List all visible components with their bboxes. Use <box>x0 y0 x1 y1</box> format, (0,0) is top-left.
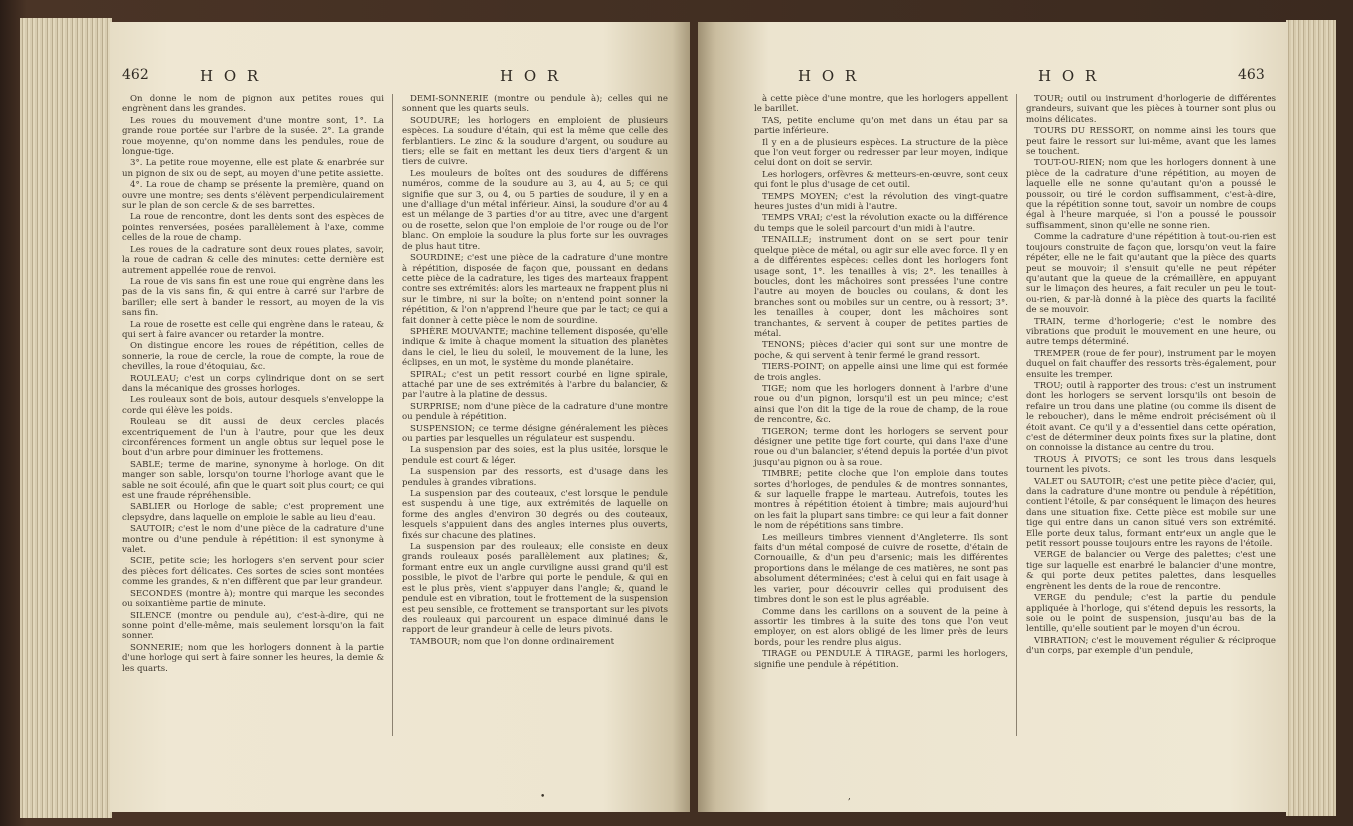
decorative-dot: • <box>540 792 546 802</box>
entry-paragraph: On distingue encore les roues de répétition, celles de sonnerie, la roue de cercle, la roue de compte, la roue de chevilles, la roue d'étoquiau, &c. <box>122 341 384 373</box>
page-number: 463 <box>1238 67 1265 83</box>
entry-paragraph: SCIE, petite scie; les horlogers s'en servent pour scier des pièces fort délicates. Ces sortes de scies sont montées comme les grandes, & n'en diffèrent que par leur grandeur. <box>122 556 384 588</box>
entry-paragraph: TENONS; pièces d'acier qui sont sur une montre de poche, & qui servent à tenir fermé le grand ressort. <box>754 340 1008 361</box>
entry-paragraph: La suspension par des rouleaux; elle consiste en deux grands rouleaux posés parallèlement aux platines; &, formant entre eux un angle curviligne aussi grand qu'il est possible, le pivot de l'arbre qui porte le pendule, & qui en est le plus près, vient s'appuyer dans l'angle; &, quand le pendule est en vibration, tout le frottement de la suspension est peu sensible, ce frottement se transportant sur les pivots des rouleaux qui parcourent un espace diminué dans le rapport de leur grandeur à celle de leurs pivots. <box>402 542 668 636</box>
entry-paragraph: Les horlogers, orfèvres & metteurs-en-œuvre, sont ceux qui font le plus d'usage de cet outil. <box>754 169 1008 191</box>
text-column-left <box>122 94 384 675</box>
entry-paragraph: SECONDES (montre à); montre qui marque les secondes ou soixantième partie de minute. <box>122 588 384 610</box>
entry-paragraph: SUSPENSION; ce terme désigne généralement les pièces ou parties par lesquelles un régulateur est suspendu. <box>402 423 668 444</box>
entry-paragraph: à cette pièce d'une montre, que les horlogers appellent le barillet. <box>754 94 1008 115</box>
entry-paragraph: La suspension par des couteaux, c'est lorsque le pendule est suspendu à une tige, aux extrémités de laquelle on forme des angles d'environ 30 degrés ou des couteaux, lesquels s'appuient dans des angles internes plus ouverts, fixés sur chacune des platines. <box>402 489 668 541</box>
entry-paragraph: La roue de rosette est celle qui engrène dans le rateau, & qui sert à faire avancer ou retarder la montre. <box>122 319 384 340</box>
column-rule <box>392 94 393 736</box>
entry-paragraph: SABLE; terme de marine, synonyme à horloge. On dit manger son sable, lorsqu'on tourne l'horloge avant que le sable ne soit écoulé, afin que le quart soit plus court; ce qui est une fraude répréhensible. <box>122 459 384 502</box>
entry-paragraph: VERGE du pendule; c'est la partie du pendule appliquée à l'horloge, qui s'étend depuis les ressorts, la soie ou le point de suspension, jusqu'au bas de la lentille, qu'elle soutient par le moyen d'un écrou. <box>1026 593 1276 635</box>
entry-paragraph: SOUDURE; les horlogers en emploient de plusieurs espèces. La soudure d'étain, qui est la même que celle des ferblantiers. Le zinc & la soudure d'argent, ou soudure au tiers; elle se fait en mettant les deux tiers d'argent & un tiers de cuivre. <box>402 115 668 168</box>
entry-paragraph: Rouleau se dit aussi de deux cercles placés excentriquement de l'un à l'autre, pour que les deux circonférences forment un angle obtus sur lequel pose le bout d'un arbre pour diminuer les frottemens. <box>122 417 384 459</box>
entry-paragraph: SPHÈRE MOUVANTE; machine tellement disposée, qu'elle indique & imite à chaque moment la situation des planètes dans le ciel, le lieu du soleil, le mouvement de la lune, les éclipses, en un mot, le système du monde planétaire. <box>402 326 668 369</box>
right-page <box>698 22 1288 812</box>
entry-paragraph: ROULEAU; c'est un corps cylindrique dont on se sert dans la mécanique des grosses horloges. <box>122 373 384 394</box>
entry-paragraph: SURPRISE; nom d'une pièce de la cadrature d'une montre ou pendule à répétition. <box>402 401 668 423</box>
entry-paragraph: TIRAGE ou PENDULE À TIRAGE, parmi les horlogers, signifie une pendule à répétition. <box>754 649 1008 670</box>
entry-paragraph: TAS, petite enclume qu'on met dans un étau par sa partie inférieure. <box>754 115 1008 137</box>
running-header: H O R <box>200 67 262 85</box>
text-column-right <box>402 94 668 648</box>
entry-paragraph: Les meilleurs timbres viennent d'Angleterre. Ils sont faits d'un métal composé de cuivre de rosette, d'étain de Cornouaille, & d'un peu d'arsenic; mais les différentes proportions dans le mélange de ces matières, ne sont pas absolument déterminées; c'est à celui qui en fait usage à les varier, pour découvrir celles qui produisent des timbres dont le son est le plus agréable. <box>754 532 1008 606</box>
entry-paragraph: La suspension par des ressorts, est d'usage dans les pendules à grandes vibrations. <box>402 467 668 488</box>
running-header: H O R <box>500 67 562 85</box>
decorative-mark: , <box>848 792 851 802</box>
entry-paragraph: TEMPS MOYEN; c'est la révolution des vingt-quatre heures justes d'un midi à l'autre. <box>754 191 1008 213</box>
entry-paragraph: TROUS À PIVOTS; ce sont les trous dans lesquels tournent les pivots. <box>1026 454 1276 476</box>
entry-paragraph: SILENCE (montre ou pendule au), c'est-à-dire, qui ne sonne point d'elle-même, mais seulement lorsqu'on la fait sonner. <box>122 610 384 642</box>
entry-paragraph: TIMBRE; petite cloche que l'on emploie dans toutes sortes d'horloges, de pendules & de montres sonnantes, & sur laquelle frappe le marteau. Autrefois, toutes les montres à répétition étoient à timbre; mais aujourd'hui on les fait la plupart sans timbre: ce qui leur a fait donner le nom de répétitions sans timbre. <box>754 469 1008 532</box>
column-rule <box>1016 94 1017 736</box>
entry-paragraph: Il y en a de plusieurs espèces. La structure de la pièce que l'on veut forger ou redresser par leur moyen, indique celui dont on doit se servir. <box>754 137 1008 169</box>
running-header: H O R <box>798 67 860 85</box>
entry-paragraph: TOURS DU RESSORT, on nomme ainsi les tours que peut faire le ressort sur lui-même, avant que les lames se touchent. <box>1026 126 1276 158</box>
entry-paragraph: SPIRAL; c'est un petit ressort courbé en ligne spirale, attaché par une de ses extrémités à l'arbre du balancier, & par l'autre à la platine de dessus. <box>402 369 668 401</box>
entry-paragraph: VIBRATION; c'est le mouvement régulier & réciproque d'un corps, par exemple d'un pendule, <box>1026 635 1276 657</box>
entry-paragraph: Les roues du mouvement d'une montre sont, 1°. La grande roue portée sur l'arbre de la susée. 2°. La grande roue moyenne, qu'on nomme dans les pendules, roue de longue-tige. <box>122 115 384 158</box>
entry-paragraph: TIGE; nom que les horlogers donnent à l'arbre d'une roue ou d'un pignon, lorsqu'il est un peu mince; c'est ainsi que l'on dit la tige de la roue de champ, de la roue de rencontre, &c. <box>754 383 1008 426</box>
entry-paragraph: La roue de rencontre, dont les dents sont des espèces de pointes renversées, posées parallèlement à l'axe, comme celles de la roue de champ. <box>122 212 384 244</box>
entry-paragraph: TIGERON; terme dont les horlogers se servent pour désigner une petite tige fort courte, qui dans l'axe d'une roue ou d'un balancier, s'étend depuis la portée d'un pivot jusqu'au pignon ou à sa roue. <box>754 426 1008 468</box>
entry-paragraph: TENAILLE; instrument dont on se sert pour tenir quelque pièce de métal, ou agir sur elle avec force. Il y en a de différentes espèces: celles dont les horlogers font usage sont, 1°. les tenailles à vis; 2°. les tenailles à boucles, dont les mâchoires sont pressées l'une contre l'autre au moyen de boucles ou coulans, & dont les branches sont ou mobiles sur un centre, ou à ressort; 3°. les tenailles à couper, dont les mâchoires sont tranchantes, & servent à couper de petites parties de métal. <box>754 235 1008 339</box>
entry-paragraph: Comme la cadrature d'une répétition à tout-ou-rien est toujours construite de façon que, lorsqu'on veut la faire répéter, elle ne le fait qu'autant que la pièce des quarts peut se mouvoir; il s'ensuit qu'elle ne peut répéter qu'autant que la queue de la crémaillère, en appuyant sur le limaçon des heures, a fait reculer un peu le tout-ou-rien, & par-là donné à la pièce des quarts la facilité de se mouvoir. <box>1026 232 1276 316</box>
left-page <box>110 22 690 812</box>
entry-paragraph: TAMBOUR; nom que l'on donne ordinairement <box>410 636 615 647</box>
entry-paragraph: SAUTOIR; c'est le nom d'une pièce de la cadrature d'une montre ou d'une pendule à répétition: il est synonyme à valet. <box>122 524 384 556</box>
entry-paragraph: Les roues de la cadrature sont deux roues plates, savoir, la roue de cadran & celle des minutes: cette dernière est autrement appellée roue de renvoi. <box>122 244 384 276</box>
entry-paragraph: 3°. La petite roue moyenne, elle est plate & enarbrée sur un pignon de six ou de sept, au moyen d'une petite assiette. <box>122 158 384 179</box>
entry-paragraph: DEMI-SONNERIE (montre ou pendule à); celles qui ne sonnent que les quarts seuls. <box>402 94 668 115</box>
entry-paragraph: Les mouleurs de boîtes ont des soudures de différens numéros, comme de la soudure au 3, au 4, au 5; ce qui signifie que sur 3, ou 4, ou 5 parties de soudure, il y en a une d'alliage d'un métal inférieur. Ainsi, la soudure d'or au 4 est un mélange de 3 parties d'or au titre, avec une d'argent ou de rosette, selon que l'on emploie de l'or rouge ou de l'or blanc. On emploie la soudure la plus forte sur les ouvrages de plus haut titre. <box>402 168 668 252</box>
entry-paragraph: TEMPS VRAI; c'est la révolution exacte ou la différence du temps que le soleil parcourt d'un midi à l'autre. <box>754 213 1008 234</box>
entry-paragraph: TOUT-OU-RIEN; nom que les horlogers donnent à une pièce de la cadrature d'une répétition, au moyen de laquelle elle ne sonne qu'autant qu'on a poussé le poussoir, ou tiré le cordon suffisamment, c'est-à-dire, que la répétition sonne tout, savoir un nombre de coups égal à l'heure marquée, si l'on a poussé le poussoir suffisamment, sinon qu'elle ne sonne rien. <box>1026 158 1276 231</box>
entry-paragraph: SOURDINE; c'est une pièce de la cadrature d'une montre à répétition, disposée de façon que, poussant en dedans cette pièce de la cadrature, les tiges des marteaux frappent contre ses extrémités: alors les marteaux ne frappent plus ni sur le timbre, ni sur la boîte; on n'entend point sonner la répétition, & l'on n'apprend l'heure que par le tact; ce qui a fait donner à cette pièce le nom de sourdine. <box>402 253 668 326</box>
entry-paragraph: TRAIN, terme d'horlogerie; c'est le nombre des vibrations que produit le mouvement en une heure, ou autre temps déterminé. <box>1026 316 1276 348</box>
entry-paragraph: La suspension par des soies, est la plus usitée, lorsque le pendule est court & léger. <box>402 445 668 466</box>
entry-paragraph: TIERS-POINT; on appelle ainsi une lime qui est formée de trois angles. <box>754 362 1008 383</box>
page-number: 462 <box>122 67 149 83</box>
entry-paragraph: TREMPER (roue de fer pour), instrument par le moyen duquel on fait chauffer des ressorts très-également, pour ensuite les tremper. <box>1026 348 1276 380</box>
entry-paragraph: SONNERIE; nom que les horlogers donnent à la partie d'une horloge qui sert à faire sonner les heures, la demie & les quarts. <box>122 642 384 674</box>
page-edges-right <box>1286 20 1336 816</box>
entry-paragraph: Comme dans les carillons on a souvent de la peine à assortir les timbres à la suite des tons que l'on veut employer, on est alors obligé de les limer près de leurs bords, pour les rendre plus aigus. <box>754 606 1008 648</box>
entry-paragraph: On donne le nom de pignon aux petites roues qui engrènent dans les grandes. <box>122 94 384 115</box>
entry-paragraph: Les rouleaux sont de bois, autour desquels s'enveloppe la corde qui élève les poids. <box>122 395 384 416</box>
entry-paragraph: VERGE de balancier ou Verge des palettes; c'est une tige sur laquelle est enarbré le balancier d'une montre, & qui porte deux petites palettes, dans lesquelles engrènent les dents de la roue de rencontre. <box>1026 550 1276 592</box>
entry-paragraph: TROU; outil à rapporter des trous: c'est un instrument dont les horlogers se servent lorsqu'ils ont besoin de refaire un trou dans une platine (ou comme ils disent de le reboucher), dans le même endroit précisément où il étoit avant. Ce qu'il y a d'essentiel dans cette opération, c'est de déterminer deux points fixes sur la platine, dont on connoisse la distance au centre du trou. <box>1026 380 1276 454</box>
entry-paragraph: 4°. La roue de champ se présente la première, quand on ouvre une montre; ses dents s'élèvent perpendiculairement sur le plan de son cercle & de ses barrettes. <box>122 180 384 212</box>
running-header: H O R <box>1038 67 1100 85</box>
text-column-left <box>754 94 1008 671</box>
entry-paragraph: La roue de vis sans fin est une roue qui engrène dans les pas de la vis sans fin, & qui entre à carré sur l'arbre de bariller; elle sert à bander le ressort, au moyen de la vis sans fin. <box>122 276 384 319</box>
entry-paragraph: VALET ou SAUTOIR; c'est une petite pièce d'acier, qui, dans la cadrature d'une montre ou pendule à répétition, contient l'étoile, & par conséquent le limaçon des heures dans une situation fixe. Cette pièce est mobile sur une tige qui entre dans un canon situé vers son extrémité. Elle porte deux talus, formant entr'eux un angle que le petit ressort pousse toujours entre les rayons de l'étoile. <box>1026 476 1276 550</box>
text-column-right <box>1026 94 1276 658</box>
page-edges-left <box>20 18 112 818</box>
entry-paragraph: TOUR; outil ou instrument d'horlogerie de différentes grandeurs, suivant que les pièces à tourner sont plus ou moins délicates. <box>1026 94 1276 125</box>
entry-paragraph: SABLIER ou Horloge de sable; c'est proprement une clepsydre, dans laquelle on emploie le sable au lieu d'eau. <box>122 502 384 523</box>
